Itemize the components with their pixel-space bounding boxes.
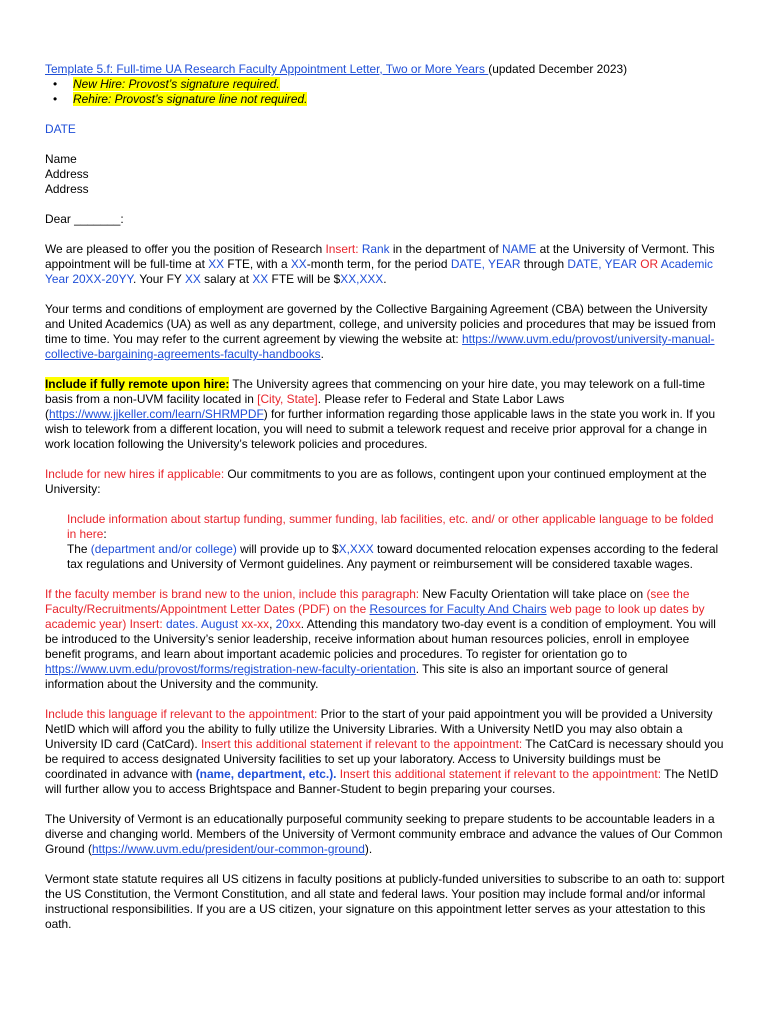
labor-laws-link[interactable]: https://www.jjkeller.com/learn/SHRMPDF bbox=[48, 407, 264, 421]
letter-page bbox=[45, 62, 725, 932]
recipient-address-1: Address bbox=[45, 167, 89, 181]
orientation-paragraph: If the faculty member is brand new to the union, include this paragraph: New Faculty Orientation will take place on (see the Faculty/Recruitments/Appointment Letter Dates (PDF) on the Resources for Faculty And Chairs web page to look up dates by academic year) Insert: dates. August xx-xx, 20xx. Attending this mandatory two-day event is a condition of employment. You will be introduced to the University’s senior leadership, receive information about human resources policies, enroll in employee benefit programs, and learn about important academic policies and procedures. To register for orientation go to https://www.uvm.edu/provost/forms/registration-new-faculty-orientation. This site is also an important source of general information about the University and the community. bbox=[45, 587, 716, 691]
common-ground-link[interactable]: https://www.uvm.edu/president/our-common-ground bbox=[91, 842, 365, 856]
template-link[interactable]: Template 5.f: Full-time UA Research Faculty Appointment Letter, Two or More Years bbox=[45, 62, 489, 76]
recipient-name: Name bbox=[45, 152, 77, 166]
date-line: DATE bbox=[45, 122, 76, 136]
list-item: • Rehire: Provost’s signature line not required. bbox=[53, 92, 308, 106]
bullet-icon: • bbox=[53, 77, 58, 91]
relocation-note: Include information about startup funding, summer funding, lab facilities, etc. and/ or other applicable language to be folded in here: bbox=[67, 512, 714, 541]
terms-paragraph: Your terms and conditions of employment are governed by the Collective Bargaining Agreement (CBA) between the University and United Academics (UA) as well as any department, college, and university policies and procedures that may be issued from time to time. You may refer to the current agreement by viewing the website at: https://www.uvm.edu/provost/university-manual-collective-bargaining-agreements-faculty-handbooks. bbox=[45, 302, 716, 361]
community-paragraph: The University of Vermont is an educationally purposeful community seeking to prepare students to be accountable leaders in a diverse and changing world. Members of the University of Vermont community embrace and advance the values of Our Common Ground (https://www.uvm.edu/president/our-common-ground). bbox=[45, 812, 723, 856]
cba-link[interactable]: https://www.uvm.edu/provost/university-manual-collective-bargaining-agreements-faculty-handbooks bbox=[45, 332, 715, 361]
recipient-address-2: Address bbox=[45, 182, 89, 196]
remote-label: Include if fully remote upon hire: bbox=[45, 377, 230, 391]
list-item: • New Hire: Provost’s signature required. bbox=[53, 77, 280, 91]
template-heading bbox=[45, 62, 725, 77]
offer-paragraph: We are pleased to offer you the position of Research Insert: Rank in the department of NAME at the University of Vermont. This appointment will be full-time at XX FTE, with a XX-month term, for the period DATE, YEAR through DATE, YEAR OR Academic Year 20XX-20YY. Your FY XX salary at XX FTE will be $XX,XXX. bbox=[45, 242, 715, 286]
resources-link[interactable]: Resources for Faculty And Chairs bbox=[369, 602, 547, 616]
commitments-paragraph: Include for new hires if applicable: Our commitments to you are as follows, contingent upon your continued employment at the University: bbox=[45, 467, 707, 496]
remote-paragraph: Include if fully remote upon hire: The University agrees that commencing on your hire date, you may telework on a full-time basis from a non-UVM facility located in [City, State]. Please refer to Federal and State Labor Laws (https://www.jjkeller.com/learn/SHRMPDF) for further information regarding those applicable laws in the state you work in. If you wish to telework from a different location, you will need to submit a telework request and receive prior approval for a change in work location following the University’s telework policies and procedures. bbox=[45, 377, 716, 451]
hire-instructions bbox=[45, 77, 725, 107]
relocation-paragraph: The (department and/or college) will provide up to $X,XXX toward documented relocation expenses according to the federal tax regulations and University of Vermont guidelines. Any payment or reimbursement will be considered taxable wages. bbox=[67, 542, 719, 571]
oath-paragraph: Vermont state statute requires all US citizens in faculty positions at publicly-funded universities to subscribe to an oath to: support the US Constitution, the Vermont Constitution, and all state and federal laws. Your position may include formal and/or informal instructional responsibilities. If you are a US citizen, your signature on this appointment letter serves as your attestation to this oath. bbox=[45, 872, 725, 931]
netid-paragraph: Include this language if relevant to the appointment: Prior to the start of your paid appointment you will be provided a University NetID which will afford you the ability to fully utilize the University Libraries. With a University NetID you may also obtain a University ID card (CatCard). Insert this additional statement if relevant to the appointment: The CatCard is necessary should you be required to access designated University facilities to set up your laboratory. Access to University buildings must be coordinated in advance with (name, department, etc.). Insert this additional statement if relevant to the appointment: The NetID will further allow you to access Brightspace and Banner-Student to begin preparing your courses. bbox=[45, 707, 724, 796]
orientation-link[interactable]: https://www.uvm.edu/provost/forms/registration-new-faculty-orientation bbox=[45, 662, 416, 676]
updated-note: (updated December 2023) bbox=[488, 62, 628, 76]
relocation-block bbox=[67, 512, 725, 572]
salutation: Dear _______: bbox=[45, 212, 124, 226]
bullet-icon: • bbox=[53, 92, 58, 106]
